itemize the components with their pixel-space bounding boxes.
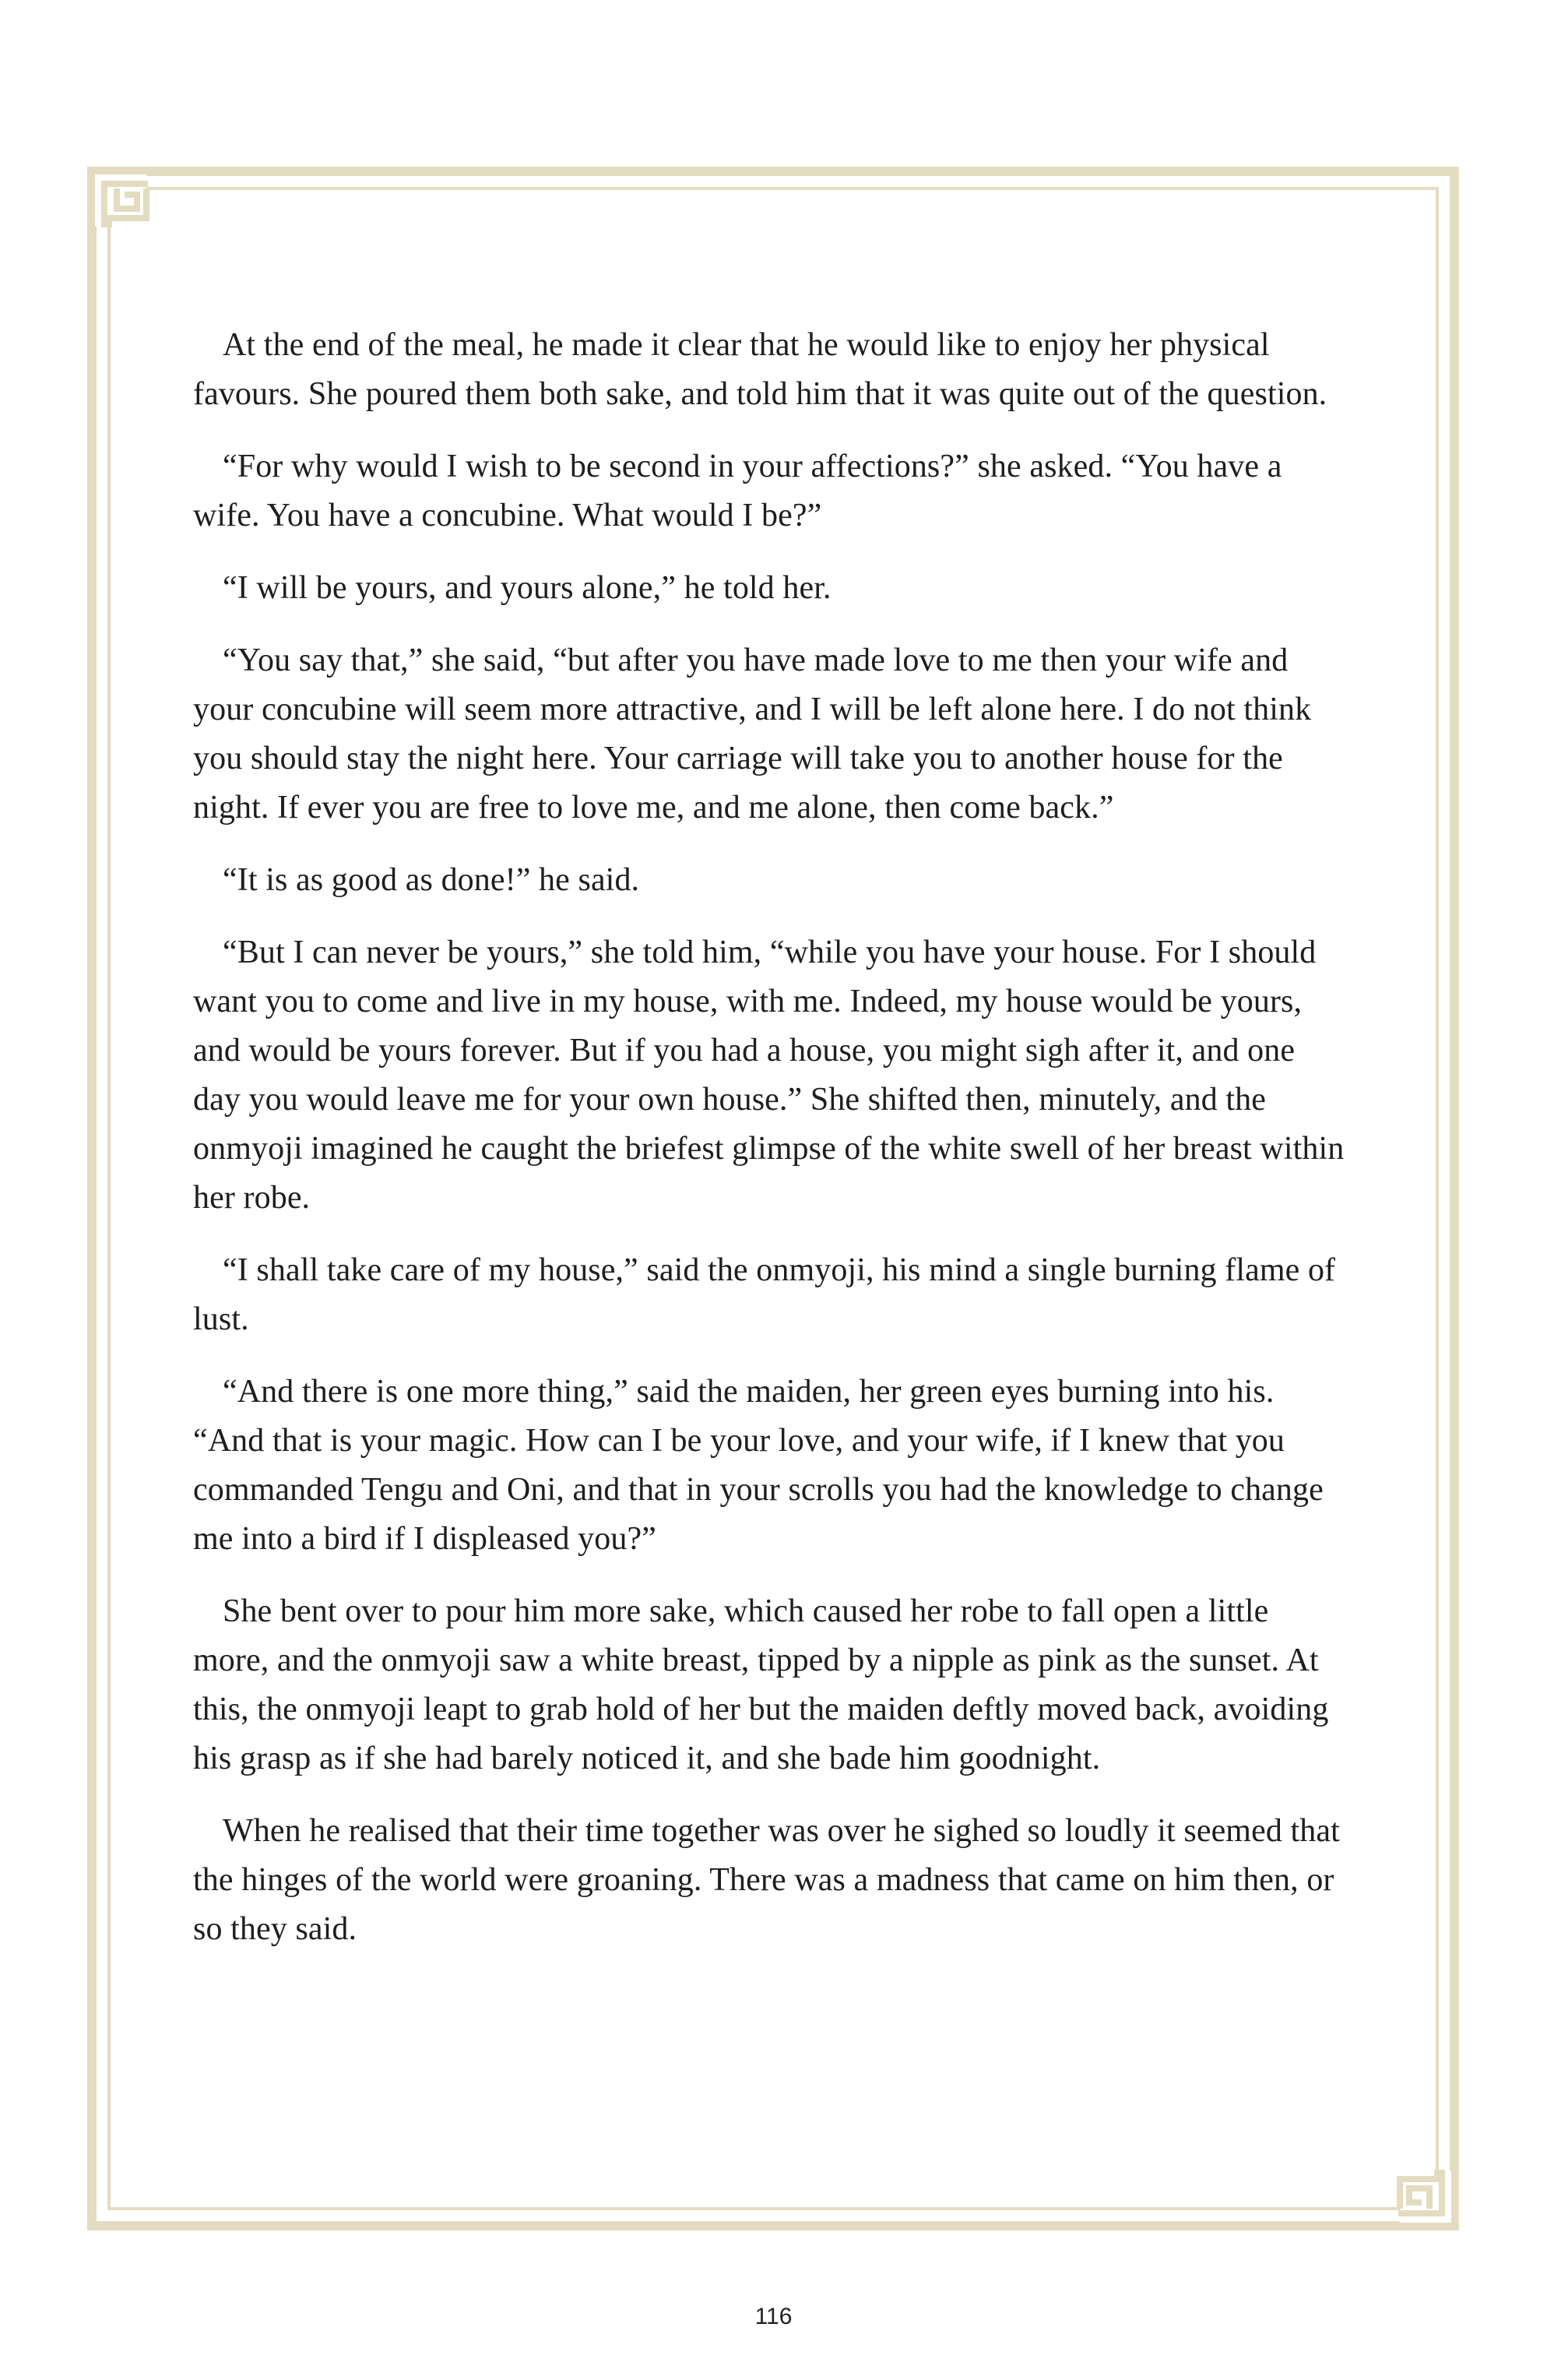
- paragraph-9: She bent over to pour him more sake, which caused her robe to fall open a little more, and the onmyoji saw a white breast, tipped by a nipple as pink as the sunset. At this, the onmyoji leapt to grab hold of her but the maiden deftly moved back, avoiding his grasp as if she had barely noticed it, and she bade him goodnight.: [193, 1593, 1329, 1776]
- paragraph-7: “I shall take care of my house,” said the onmyoji, his mind a single burning flame of lust.: [193, 1252, 1336, 1337]
- paragraph-6: “But I can never be yours,” she told him, “while you have your house. For I should want you to come and live in my house, with me. Indeed, my house would be yours, and would be yours forever. But if you had a house, you might sigh after it, and one day you would leave me for your own house.” She shifted then, minutely, and the onmyoji imagined he caught the briefest glimpse of the white swell of her breast within her robe.: [193, 935, 1345, 1216]
- paragraph-2: “For why would I wish to be second in your affections?” she asked. “You have a wife. You have a concubine. What would I be?”: [193, 449, 1282, 533]
- paragraph-4: “You say that,” she said, “but after you have made love to me then your wife and your concubine will seem more attractive, and I will be left alone here. I do not think you should stay the night here. Your carriage will take you to another house for the night. If ever you are free to love me, and me alone, then come back.”: [193, 643, 1312, 826]
- paragraph-8: “And there is one more thing,” said the maiden, her green eyes burning into his. “And that is your magic. How can I be your love, and your wife, if I knew that you commanded Tengu and Oni, and that in your scrolls you had the knowledge to change me into a bird if I displeased you?”: [193, 1374, 1324, 1557]
- paragraph-3: “I will be yours, and yours alone,” he told her.: [223, 570, 832, 606]
- corner-ornament-top-left: [89, 168, 148, 227]
- paragraph-1: At the end of the meal, he made it clear that he would like to enjoy her physical favours. She poured them both sake, and told him that it was quite out of the question.: [193, 327, 1327, 412]
- body-text: [193, 321, 1348, 1977]
- paragraph-5: “It is as good as done!” he said.: [223, 862, 640, 898]
- page-number: 116: [754, 2304, 793, 2329]
- corner-ornament-bottom-right: [1398, 2170, 1457, 2229]
- paragraph-10: When he realised that their time together was over he sighed so loudly it seemed that the hinges of the world were groaning. There was a madness that came on him then, or so they said.: [193, 1813, 1340, 1947]
